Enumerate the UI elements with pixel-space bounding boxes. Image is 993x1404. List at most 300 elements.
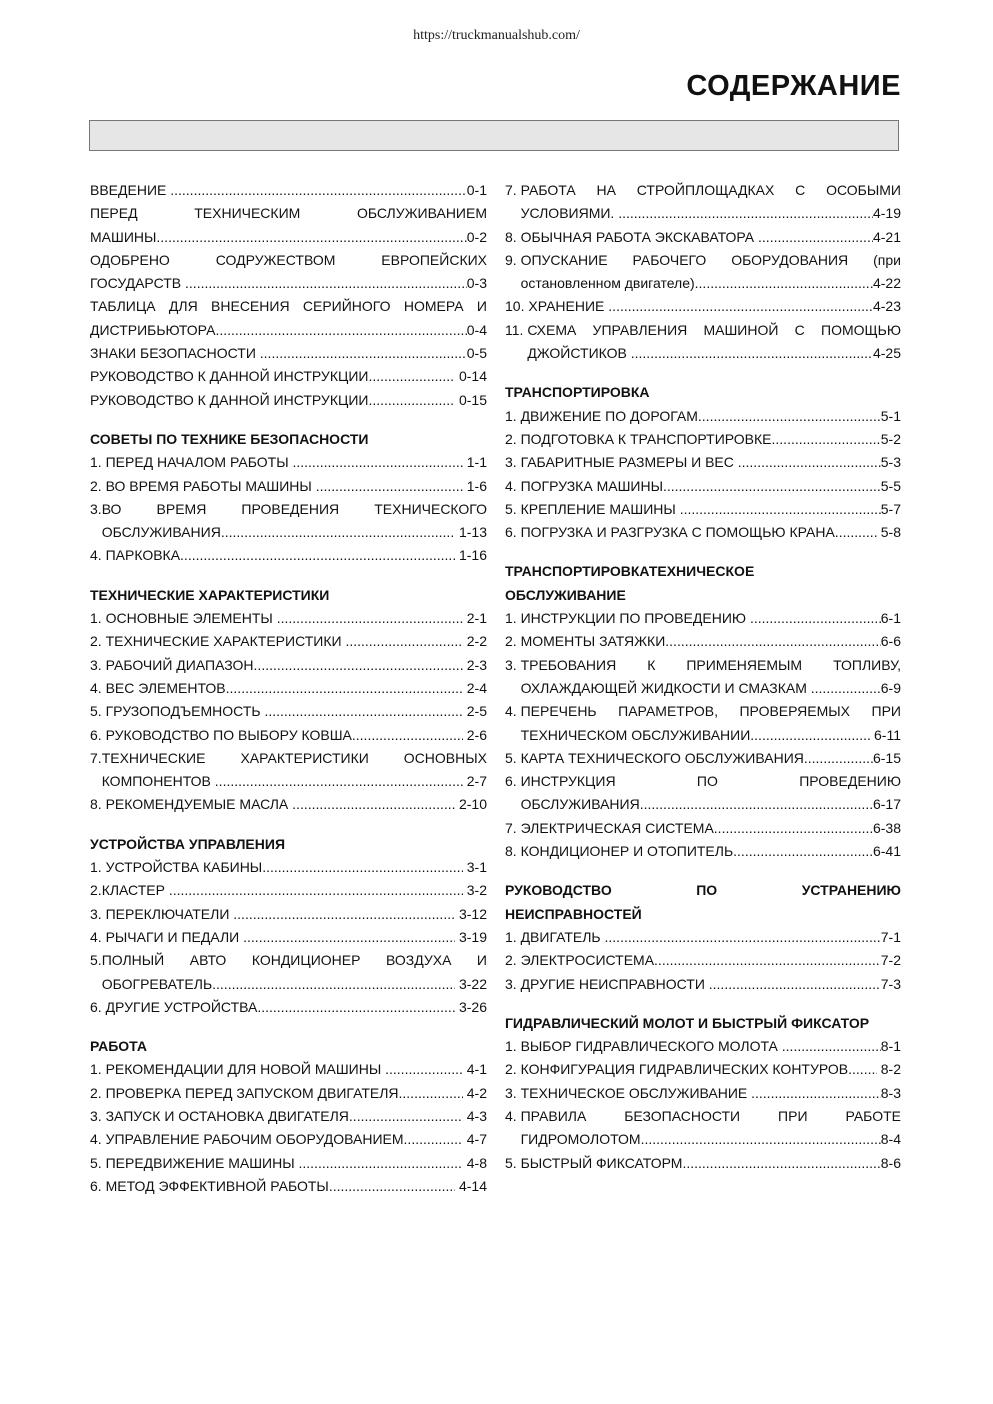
- toc-entry[interactable]: [90, 342, 487, 365]
- entry-number: 2.: [90, 1084, 106, 1101]
- dot-leader: [640, 793, 873, 816]
- entry-title-last-line: [528, 295, 901, 318]
- toc-entry[interactable]: [505, 405, 901, 428]
- entry-title-last-line: [90, 272, 487, 295]
- page-number: 6-17: [872, 796, 901, 813]
- entry-number: 1.: [90, 454, 106, 471]
- section-title-line: УСТРОЙСТВА УПРАВЛЕНИЯ: [90, 835, 286, 852]
- toc-entry[interactable]: [90, 996, 487, 1019]
- entry-title-last-line: [106, 1175, 487, 1198]
- entry-number: 4.: [90, 1131, 106, 1148]
- entry-title: ВВЕДЕНИЕ: [90, 182, 171, 198]
- toc-entry[interactable]: [505, 1035, 901, 1058]
- toc-entry[interactable]: [505, 179, 901, 226]
- page-number: 6-15: [872, 749, 901, 766]
- entry-body: [106, 1105, 487, 1128]
- entry-body: [521, 770, 901, 817]
- entry-title-last-line: [90, 319, 487, 342]
- page-number: 2-7: [462, 773, 487, 790]
- entry-number: 4.: [505, 477, 521, 494]
- toc-entry[interactable]: [90, 926, 487, 949]
- page-number: 5-1: [880, 407, 901, 424]
- entry-number: 3.: [505, 975, 521, 992]
- entry-body: [106, 1175, 487, 1198]
- entry-body: [528, 295, 901, 318]
- entry-number: 3.: [90, 656, 106, 673]
- entry-title-last-line: [521, 607, 901, 630]
- section-title-line: ТЕХНИЧЕСКИЕ ХАРАКТЕРИСТИКИ: [90, 586, 330, 603]
- toc-entry[interactable]: [505, 607, 901, 630]
- entry-number: 2.: [505, 633, 521, 650]
- page-number: 0-4: [466, 321, 487, 338]
- entry-title: ПОГРУЗКА И РАЗГРУЗКА С ПОМОЩЬЮ КРАНА.: [520, 524, 839, 541]
- entry-body: [102, 879, 487, 902]
- toc-entry[interactable]: [90, 677, 487, 700]
- entry-number: 6.: [505, 524, 521, 541]
- entry-number: 7.: [505, 819, 521, 836]
- page-number: 4-14: [455, 1177, 487, 1194]
- entry-number: 5.: [90, 952, 102, 969]
- toc-entry[interactable]: [505, 1152, 901, 1175]
- toc-entry[interactable]: [90, 1152, 487, 1175]
- toc-entry[interactable]: [505, 295, 901, 318]
- entry-number: 4.: [505, 1107, 521, 1124]
- entry-number: 6.: [90, 726, 106, 743]
- entry-body: [521, 973, 901, 996]
- toc-entry[interactable]: [90, 365, 487, 388]
- entry-title-last-line: [521, 1082, 901, 1105]
- toc-entry[interactable]: [505, 475, 901, 498]
- entry-title: ПРОВЕРКА ПЕРЕД ЗАПУСКОМ ДВИГАТЕЛЯ: [105, 1084, 399, 1101]
- dot-leader: [733, 840, 873, 863]
- entry-title: РУКОВОДСТВО К ДАННОЙ ИНСТРУКЦИИ: [90, 391, 369, 408]
- toc-entry[interactable]: [90, 724, 487, 747]
- page-number: 2-2: [462, 633, 487, 650]
- entry-title: ОХЛАЖДАЮЩЕЙ ЖИДКОСТИ И СМАЗКАМ: [520, 679, 811, 696]
- toc-entry[interactable]: [90, 1105, 487, 1128]
- page-number: 8-1: [880, 1038, 901, 1055]
- entry-title: УСТРОЙСТВА КАБИНЫ: [105, 859, 263, 876]
- entry-title-last-line: [102, 770, 487, 793]
- entry-title: ТЕХНИЧЕСКИЕ ХАРАКТЕРИСТИКИ: [105, 633, 346, 650]
- entry-title-last-line: [521, 405, 901, 428]
- page-title: СОДЕРЖАНИЕ: [686, 70, 901, 102]
- toc-entry[interactable]: [505, 926, 901, 949]
- toc-entry[interactable]: [90, 1082, 487, 1105]
- entry-title: ГОСУДАРСТВ: [90, 275, 186, 292]
- toc-entry[interactable]: [505, 700, 901, 747]
- toc-entry[interactable]: [90, 856, 487, 879]
- entry-title: МАШИНЫ: [90, 228, 157, 245]
- entry-body: [521, 226, 901, 249]
- dot-leader: [682, 1152, 880, 1175]
- toc-entry[interactable]: [90, 1128, 487, 1151]
- dot-leader: [226, 677, 463, 700]
- dot-leader: [695, 272, 873, 295]
- entry-title-last-line: [102, 521, 487, 544]
- dot-leader: [170, 179, 467, 202]
- dot-leader: [260, 342, 467, 365]
- toc-entry[interactable]: [505, 973, 901, 996]
- entry-number: 10.: [505, 298, 529, 315]
- dot-leader: [709, 973, 881, 996]
- entry-title-last-line: [106, 1128, 487, 1151]
- dot-leader: [368, 365, 455, 388]
- page-number: 3-19: [455, 928, 487, 945]
- entry-number: 6.: [90, 1177, 106, 1194]
- toc-entry[interactable]: [505, 747, 901, 770]
- entry-title: КОНДИЦИОНЕР И ОТОПИТЕЛЬ: [520, 843, 734, 860]
- entry-title-line: ТРЕБОВАНИЯ К ПРИМЕНЯЕМЫМ ТОПЛИВУ,: [520, 656, 901, 673]
- entry-number: 6.: [90, 998, 106, 1015]
- entry-body: [521, 747, 901, 770]
- toc-entry[interactable]: [505, 319, 901, 366]
- entry-title-last-line: [106, 903, 487, 926]
- page-number: 2-1: [462, 610, 487, 627]
- toc-entry[interactable]: [90, 949, 487, 996]
- toc-entry[interactable]: [505, 451, 901, 474]
- entry-title-last-line: [106, 544, 487, 567]
- dot-leader: [751, 1082, 881, 1105]
- toc-entry[interactable]: [505, 498, 901, 521]
- entry-title: ОБСЛУЖИВАНИЯ: [520, 796, 640, 813]
- entry-title-last-line: [521, 973, 901, 996]
- toc-entry[interactable]: [90, 1175, 487, 1198]
- entry-title: КАРТА ТЕХНИЧЕСКОГО ОБСЛУЖИВАНИЯ: [520, 749, 804, 766]
- toc-entry[interactable]: [90, 475, 487, 498]
- toc-entry[interactable]: [505, 521, 901, 544]
- entry-title-last-line: [521, 226, 901, 249]
- toc-entry[interactable]: [505, 949, 901, 972]
- entry-number: 1.: [90, 1061, 106, 1078]
- dot-leader: [848, 1058, 877, 1081]
- entry-number: 2.: [505, 430, 521, 447]
- entry-title: ХРАНЕНИЕ: [528, 298, 609, 315]
- toc-entry[interactable]: [90, 389, 487, 412]
- page-number: 0-2: [466, 228, 487, 245]
- dot-leader: [738, 451, 881, 474]
- section-title: [505, 560, 901, 607]
- section-title: [90, 428, 487, 451]
- page-number: 1-13: [455, 524, 487, 541]
- dot-leader: [180, 544, 455, 567]
- section-title-line: ОБСЛУЖИВАНИЕ: [505, 586, 626, 603]
- header-bar: [89, 120, 899, 151]
- section-title: [505, 879, 901, 926]
- entry-title-line: ПЕРЕД ТЕХНИЧЕСКИМ ОБСЛУЖИВАНИЕМ: [90, 205, 487, 222]
- dot-leader: [264, 700, 462, 723]
- entry-title: УПРАВЛЕНИЕ РАБОЧИМ ОБОРУДОВАНИЕМ: [105, 1131, 404, 1148]
- entry-title-last-line: [521, 1058, 901, 1081]
- entry-title: КЛАСТЕР: [101, 882, 169, 899]
- entry-body: [527, 319, 901, 366]
- dot-leader: [605, 926, 881, 949]
- entry-title: ОБЫЧНАЯ РАБОТА ЭКСКАВАТОРА: [520, 228, 759, 245]
- page-number: 2-10: [455, 796, 487, 813]
- dot-leader: [169, 879, 463, 902]
- entry-body: [106, 724, 487, 747]
- dot-leader: [385, 1058, 463, 1081]
- entry-title-line: ТЕХНИЧЕСКИЕ ХАРАКТЕРИСТИКИ ОСНОВНЫХ: [101, 749, 487, 766]
- entry-title-last-line: [90, 342, 487, 365]
- dot-leader: [608, 295, 873, 318]
- entry-title-last-line: [106, 1058, 487, 1081]
- entry-body: [90, 389, 487, 412]
- entry-body: [106, 475, 487, 498]
- dot-leader: [750, 724, 870, 747]
- entry-title: ЗАПУСК И ОСТАНОВКА ДВИГАТЕЛЯ: [105, 1107, 349, 1124]
- entry-number: 2.: [505, 952, 521, 969]
- toc-entry[interactable]: [505, 1105, 901, 1152]
- entry-title-last-line: [106, 451, 487, 474]
- toc-entry[interactable]: [505, 770, 901, 817]
- entry-title-last-line: [521, 1152, 901, 1175]
- entry-title-line: ПЕРЕЧЕНЬ ПАРАМЕТРОВ, ПРОВЕРЯЕМЫХ ПРИ: [520, 703, 901, 720]
- page-number: 3-22: [455, 975, 487, 992]
- page-number: 5-3: [880, 454, 901, 471]
- entry-number: 1.: [90, 859, 106, 876]
- entry-body: [521, 405, 901, 428]
- section-title-line: РУКОВОДСТВО ПО УСТРАНЕНИЮ: [505, 882, 901, 899]
- dot-leader: [782, 1035, 881, 1058]
- entry-title-last-line: [521, 1128, 901, 1151]
- entry-title-last-line: [521, 747, 901, 770]
- entry-title: РЫЧАГИ И ПЕДАЛИ: [105, 928, 244, 945]
- entry-body: [106, 607, 487, 630]
- toc-entry[interactable]: [505, 249, 901, 296]
- entry-number: 7.: [505, 182, 521, 198]
- page-number: 3-2: [462, 882, 487, 899]
- page-number: 6-9: [880, 679, 901, 696]
- entry-title-last-line: [521, 498, 901, 521]
- entry-title-last-line: [106, 654, 487, 677]
- entry-title-last-line: [106, 475, 487, 498]
- entry-title: ДЖОЙСТИКОВ: [527, 345, 631, 362]
- entry-title-last-line: [90, 179, 487, 202]
- entry-title-line: СХЕМА УПРАВЛЕНИЯ МАШИНОЙ С ПОМОЩЬЮ: [527, 321, 901, 338]
- toc-entry[interactable]: [505, 817, 901, 840]
- entry-title: УСЛОВИЯМИ.: [520, 205, 619, 222]
- entry-title-last-line: [106, 700, 487, 723]
- entry-title-last-line: [521, 475, 901, 498]
- entry-title: ПЕРЕДВИЖЕНИЕ МАШИНЫ: [105, 1154, 299, 1171]
- toc-entry[interactable]: [505, 654, 901, 701]
- entry-number: 8.: [505, 843, 521, 860]
- entry-title-last-line: [521, 521, 901, 544]
- entry-title: КОМПОНЕНТОВ: [101, 773, 215, 790]
- entry-title: ЭЛЕКТРИЧЕСКАЯ СИСТЕМА: [520, 819, 714, 836]
- dot-leader: [750, 607, 881, 630]
- entry-body: [521, 1035, 901, 1058]
- toc-entry[interactable]: [505, 840, 901, 863]
- entry-body: [521, 1105, 901, 1152]
- toc-entry[interactable]: [90, 295, 487, 342]
- entry-body: [90, 249, 487, 296]
- dot-leader: [758, 226, 873, 249]
- page-number: 2-5: [462, 703, 487, 720]
- dot-leader: [316, 475, 463, 498]
- entry-title-last-line: [521, 677, 901, 700]
- entry-body: [521, 179, 901, 226]
- entry-body: [521, 1082, 901, 1105]
- page-number: 3-12: [455, 905, 487, 922]
- page-number: 0-14: [455, 368, 487, 385]
- entry-title: остановленном двигателе): [520, 275, 695, 292]
- entry-title-last-line: [521, 272, 901, 295]
- toc-entry[interactable]: [505, 226, 901, 249]
- entry-body: [106, 793, 487, 816]
- entry-title-last-line: [106, 793, 487, 816]
- page-number: 4-19: [872, 205, 901, 222]
- entry-title: РЕКОМЕНДАЦИИ ДЛЯ НОВОЙ МАШИНЫ: [105, 1061, 386, 1078]
- entry-title-line: ПРАВИЛА БЕЗОПАСНОСТИ ПРИ РАБОТЕ: [520, 1107, 901, 1124]
- page-number: 0-15: [455, 391, 487, 408]
- page-number: 4-25: [872, 345, 901, 362]
- page-number: 4-23: [872, 298, 901, 315]
- entry-number: 5.: [505, 500, 521, 517]
- entry-body: [521, 607, 901, 630]
- entry-body: [90, 202, 487, 249]
- dot-leader: [185, 272, 467, 295]
- entry-body: [521, 451, 901, 474]
- entry-body: [106, 903, 487, 926]
- entry-body: [90, 365, 487, 388]
- toc-section: [505, 560, 901, 863]
- entry-body: [106, 544, 487, 567]
- toc-entry[interactable]: [90, 654, 487, 677]
- entry-title: ПАРКОВКА: [105, 547, 181, 564]
- section-title-line: СОВЕТЫ ПО ТЕХНИКЕ БЕЗОПАСНОСТИ: [90, 430, 369, 447]
- toc-entry[interactable]: [90, 793, 487, 816]
- toc-entry[interactable]: [90, 747, 487, 794]
- toc-entry[interactable]: [90, 700, 487, 723]
- toc-entry[interactable]: [90, 498, 487, 545]
- toc-entry[interactable]: [505, 1058, 901, 1081]
- entry-number: 1.: [505, 1038, 521, 1055]
- section-title: [505, 381, 901, 404]
- toc-entry[interactable]: [90, 1058, 487, 1081]
- dot-leader: [641, 1128, 881, 1151]
- entry-title-line: РАБОТА НА СТРОЙПЛОЩАДКАХ С ОСОБЫМИ: [520, 182, 901, 198]
- entry-title: РУКОВОДСТВО К ДАННОЙ ИНСТРУКЦИИ: [90, 368, 369, 385]
- toc-entry[interactable]: [90, 544, 487, 567]
- toc-right-column: [505, 179, 901, 1175]
- entry-number: 4.: [505, 703, 521, 720]
- entry-title: ТЕХНИЧЕСКОМ ОБСЛУЖИВАНИИ: [520, 726, 751, 743]
- entry-body: [521, 475, 901, 498]
- entry-body: [106, 1128, 487, 1151]
- entry-number: 1.: [505, 928, 521, 945]
- page-number: 5-2: [880, 430, 901, 447]
- entry-body: [521, 630, 901, 653]
- toc-entry[interactable]: [90, 249, 487, 296]
- toc-section: [505, 179, 901, 365]
- page-number: 5-5: [880, 477, 901, 494]
- page-number: 3-1: [462, 859, 487, 876]
- dot-leader: [299, 1152, 463, 1175]
- entry-body: [102, 949, 487, 996]
- entry-number: 5.: [90, 1154, 106, 1171]
- entry-body: [102, 498, 487, 545]
- entry-title-last-line: [90, 226, 487, 249]
- source-url[interactable]: https://truckmanualshub.com/: [413, 28, 580, 43]
- dot-leader: [277, 607, 463, 630]
- dot-leader: [257, 996, 455, 1019]
- toc-entry[interactable]: [90, 630, 487, 653]
- page-number: 4-1: [462, 1061, 487, 1078]
- entry-title-last-line: [106, 1082, 487, 1105]
- entry-body: [521, 654, 901, 701]
- toc-section: [90, 833, 487, 1019]
- entry-title-line: ОДОБРЕНО СОДРУЖЕСТВОМ ЕВРОПЕЙСКИХ: [90, 251, 487, 268]
- entry-title: ВЕС ЭЛЕМЕНТОВ: [105, 679, 226, 696]
- section-title-line: ТРАНСПОРТИРОВКА: [505, 384, 650, 401]
- page-number: 7-1: [880, 928, 901, 945]
- page-number: 4-22: [872, 275, 901, 292]
- entry-title: ВО ВРЕМЯ РАБОТЫ МАШИНЫ: [105, 477, 316, 494]
- entry-title: МОМЕНТЫ ЗАТЯЖКИ: [520, 633, 666, 650]
- toc-entry[interactable]: [505, 630, 901, 653]
- page-number: 8-4: [880, 1131, 901, 1148]
- toc-entry[interactable]: [90, 202, 487, 249]
- page-number: 4-2: [462, 1084, 487, 1101]
- dot-leader: [368, 389, 455, 412]
- dot-leader: [714, 817, 873, 840]
- dot-leader: [665, 630, 880, 653]
- entry-title-line: ИНСТРУКЦИЯ ПО ПРОВЕДЕНИЮ: [520, 773, 901, 790]
- toc-entry[interactable]: [90, 903, 487, 926]
- entry-title: РАБОЧИЙ ДИАПАЗОН: [105, 656, 254, 673]
- entry-title-line: ОПУСКАНИЕ РАБОЧЕГО ОБОРУДОВАНИЯ (при: [520, 251, 901, 268]
- entry-body: [106, 677, 487, 700]
- entry-number: 4.: [90, 679, 106, 696]
- toc-entry[interactable]: [505, 428, 901, 451]
- entry-title: ОБОГРЕВАТЕЛЬ: [101, 975, 213, 992]
- toc-entry[interactable]: [90, 451, 487, 474]
- entry-title: ОСНОВНЫЕ ЭЛЕМЕНТЫ: [105, 610, 277, 627]
- page-number: 2-6: [462, 726, 487, 743]
- dot-leader: [654, 949, 881, 972]
- page-number: 5-8: [876, 524, 901, 541]
- entry-body: [521, 498, 901, 521]
- entry-number: 8.: [505, 228, 521, 245]
- entry-title: ГРУЗОПОДЪЕМНОСТЬ: [105, 703, 265, 720]
- toc-entry[interactable]: [505, 1082, 901, 1105]
- page-number: 8-2: [876, 1061, 901, 1078]
- entry-title-line: ТАБЛИЦА ДЛЯ ВНЕСЕНИЯ СЕРИЙНОГО НОМЕРА И: [90, 298, 487, 315]
- entry-title-last-line: [521, 630, 901, 653]
- entry-number: 5.: [505, 1154, 521, 1171]
- toc-entry[interactable]: [90, 879, 487, 902]
- page-number: 1-16: [455, 547, 487, 564]
- toc-entry[interactable]: [90, 607, 487, 630]
- entry-title-last-line: [106, 1105, 487, 1128]
- entry-title: РЕКОМЕНДУЕМЫЕ МАСЛА: [105, 796, 293, 813]
- entry-title-last-line: [90, 365, 487, 388]
- entry-number: 4.: [90, 547, 106, 564]
- section-title: [505, 1012, 901, 1035]
- page-number: 4-8: [462, 1154, 487, 1171]
- dot-leader: [618, 202, 873, 225]
- entry-body: [521, 840, 901, 863]
- dot-leader: [804, 747, 873, 770]
- entry-title: ПОДГОТОВКА К ТРАНСПОРТИРОВКЕ: [520, 430, 772, 447]
- toc-entry[interactable]: [90, 179, 487, 202]
- entry-body: [90, 295, 487, 342]
- entry-body: [106, 856, 487, 879]
- entry-body: [521, 700, 901, 747]
- entry-title-last-line: [106, 996, 487, 1019]
